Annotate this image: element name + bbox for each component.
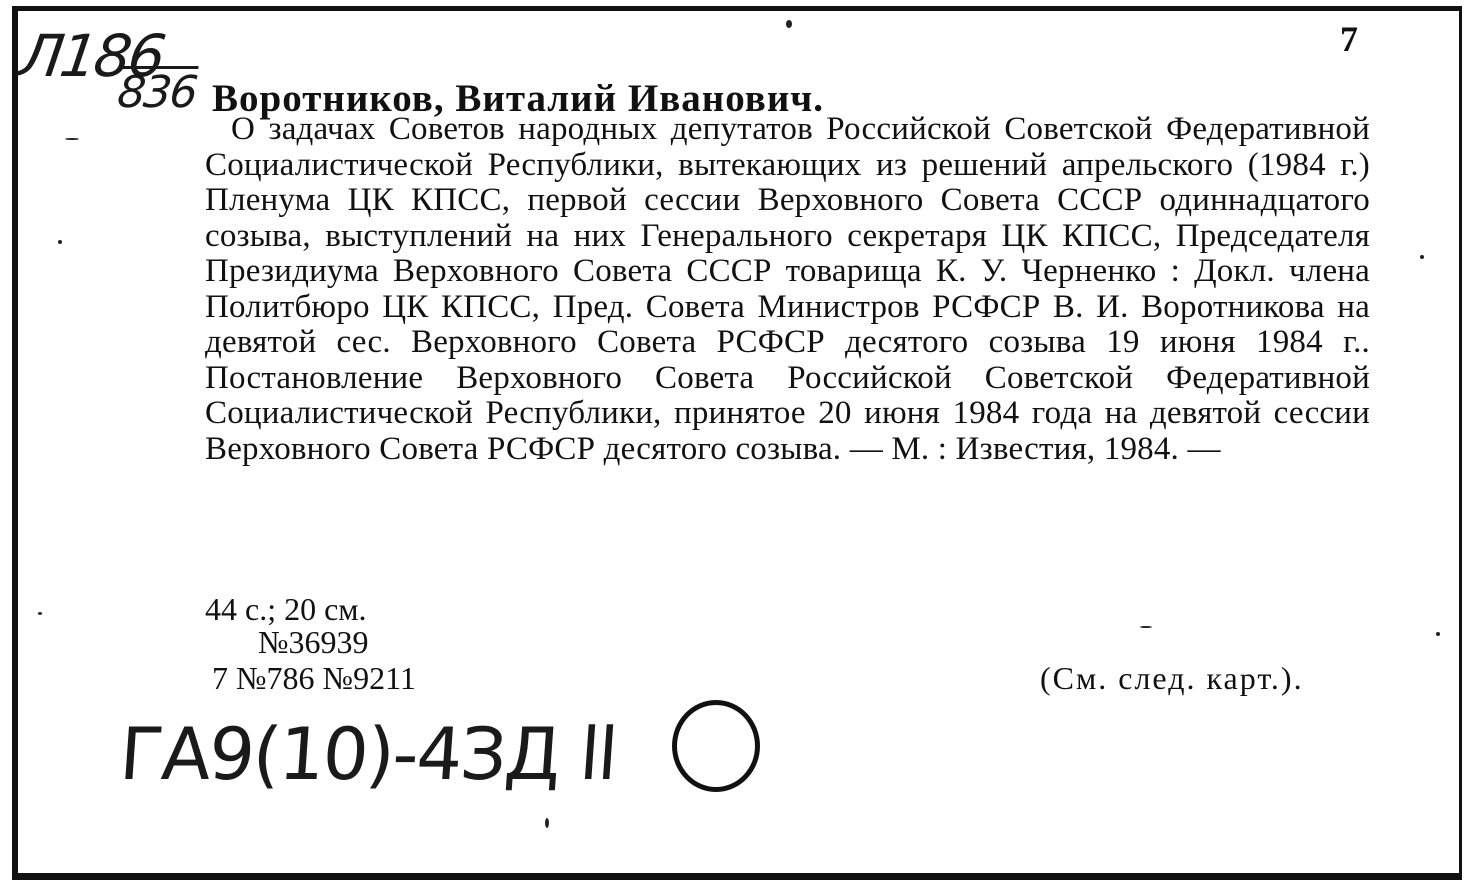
inventory-number: №36939: [258, 624, 369, 660]
call-number-top: Л186: [15, 22, 168, 90]
page-number: 7: [1340, 19, 1358, 59]
physical-extent: 44 с.; 20 см.: [205, 591, 367, 627]
author-heading: Воротников, Виталий Иванович.: [212, 77, 825, 120]
classification-codes: 7 №786 №9211: [212, 660, 416, 696]
scan-speck: [65, 138, 79, 140]
bibliographic-description: О задачах Советов народных депутатов Российской Советской Федеративной Социалистической Республики, вытекающих из решений апрельского (1984 г.) Пленума ЦК КПСС, первой сессии Верховного Совета СССР одиннадцатого созыва, выступлений на них Генерального секретаря ЦК КПСС, Председателя Президиума Верховного Совета СССР товарища К. У. Черненко : Докл. члена Политбюро ЦК КПСС, Пред. Совета Министров РСФСР В. И. Воротникова на девятой сес. Верховного Совета РСФСР десятого созыва 19 июня 1984 г.. Постановление Верховного Совета Российской Советской Федеративной Социалистической Республики, принятое 20 июня 1984 года на девятой сессии Верховного Совета РСФСР десятого созыва. — М. : Известия, 1984. —: [205, 111, 1370, 467]
continuation-note: (См. след. карт.).: [1040, 660, 1304, 696]
scan-speck: [58, 240, 62, 244]
scan-speck: [545, 818, 549, 828]
call-number-sub: 836: [115, 67, 199, 118]
shelf-mark: ГА9(10)-4ЗД ll: [117, 712, 619, 796]
scan-speck: [786, 20, 792, 28]
scan-speck: [38, 612, 42, 615]
scan-speck: [1420, 255, 1424, 259]
scan-speck: [1140, 626, 1152, 628]
circle-stamp: [672, 700, 760, 792]
scan-speck: [1436, 632, 1440, 636]
